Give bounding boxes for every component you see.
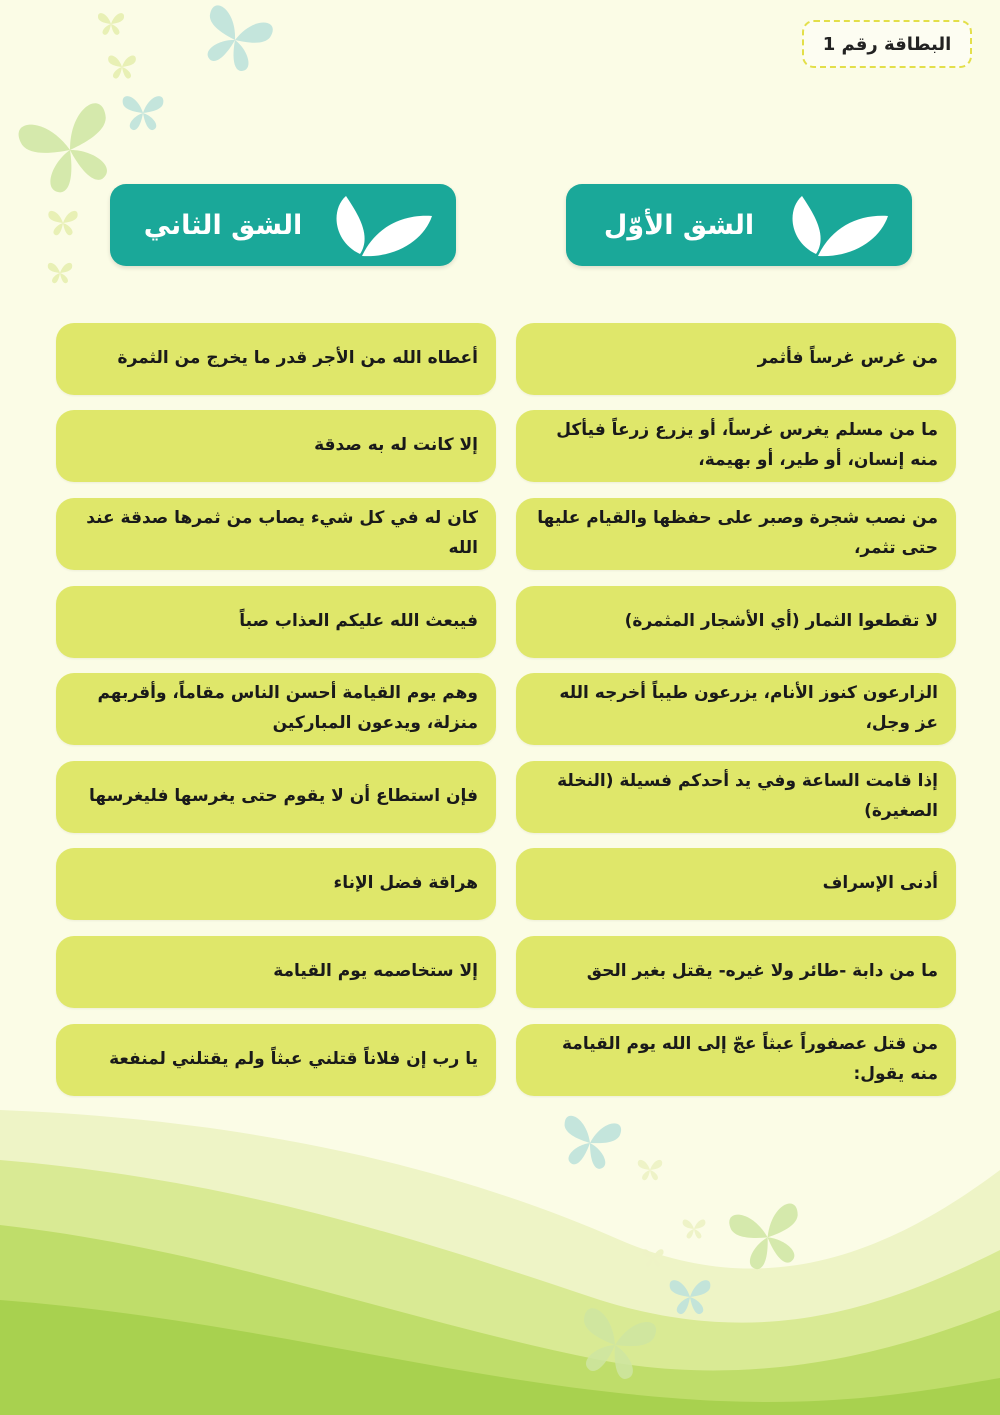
cell-text: فيبعث الله عليكم العذاب صباً bbox=[239, 611, 478, 632]
first-part-cell bbox=[516, 586, 956, 658]
cell-text: إلا ستخاصمه يوم القيامة bbox=[273, 961, 478, 982]
card-number-label: البطاقة رقم 1 bbox=[802, 20, 972, 68]
cell-text: إذا قامت الساعة وفي يد أحدكم فسيلة (النخلة الصغيرة) bbox=[557, 771, 938, 821]
butterfly-icon bbox=[98, 13, 124, 35]
first-part-header bbox=[566, 184, 912, 266]
cell-text: كان له في كل شيء يصاب من ثمرها صدقة عند الله bbox=[86, 508, 478, 558]
cell-text: أدنى الإسراف bbox=[822, 873, 938, 894]
first-part-cell bbox=[516, 498, 956, 570]
cell-text: ما من مسلم يغرس غرساً، أو يزرع زرعاً فيأكل منه إنسان، أو طير، أو بهيمة، bbox=[556, 420, 938, 470]
cell-text: من نصب شجرة وصبر على حفظها والقيام عليها حتى تثمر، bbox=[537, 508, 938, 558]
butterfly-icon bbox=[195, 3, 275, 76]
cell-text: فإن استطاع أن لا يقوم حتى يغرسها فليغرسها bbox=[89, 786, 478, 807]
cell-text: أعطاه الله من الأجر قدر ما يخرج من الثمرة bbox=[117, 348, 478, 369]
second-part-cell bbox=[56, 673, 496, 745]
first-part-cell bbox=[516, 936, 956, 1008]
first-part-cell bbox=[516, 1024, 956, 1096]
first-part-cell bbox=[516, 323, 956, 395]
second-part-cell bbox=[56, 1024, 496, 1096]
first-part-cell bbox=[516, 848, 956, 920]
leaf-icon bbox=[788, 192, 898, 260]
cell-text: من قتل عصفوراً عبثاً عجّ إلى الله يوم القيامة منه يقول: bbox=[561, 1034, 938, 1084]
butterfly-icon bbox=[683, 1220, 706, 1239]
first-part-cell bbox=[516, 761, 956, 833]
butterfly-icon bbox=[728, 1202, 808, 1273]
second-part-cell bbox=[56, 498, 496, 570]
cell-text: لا تقطعوا الثمار (أي الأشجار المثمرة) bbox=[624, 611, 938, 632]
butterfly-icon bbox=[108, 55, 136, 78]
second-part-title: الشق الثاني bbox=[143, 209, 303, 241]
cell-text: يا رب إن فلاناً قتلني عبثاً ولم يقتلني لمنفعة bbox=[109, 1049, 478, 1070]
butterfly-icon bbox=[558, 1115, 622, 1172]
butterfly-icon bbox=[123, 96, 164, 130]
cell-text: من غرس غرساً فأثمر bbox=[757, 348, 938, 369]
second-part-cell bbox=[56, 410, 496, 482]
first-part-title: الشق الأوّل bbox=[603, 209, 755, 241]
cell-text: هراقة فضل الإناء bbox=[333, 873, 478, 894]
first-part-cell bbox=[516, 673, 956, 745]
cell-text: الزارعون كنوز الأنام، يزرعون طيباً أخرجه الله عز وجل، bbox=[559, 683, 938, 733]
cell-text: وهم يوم القيامة أحسن الناس مقاماً، وأقربهم منزلة، ويدعون المباركين bbox=[97, 683, 478, 733]
second-part-header bbox=[110, 184, 456, 266]
leaf-icon bbox=[332, 192, 442, 260]
second-part-cell bbox=[56, 848, 496, 920]
second-part-cell bbox=[56, 936, 496, 1008]
butterfly-icon bbox=[48, 263, 72, 283]
second-part-cell bbox=[56, 761, 496, 833]
first-part-cell bbox=[516, 410, 956, 482]
cell-text: إلا كانت له به صدقة bbox=[314, 435, 478, 456]
cell-text: ما من دابة -طائر ولا غيره- يقتل بغير الحق bbox=[586, 961, 938, 982]
second-part-cell bbox=[56, 586, 496, 658]
butterfly-icon bbox=[638, 1160, 662, 1180]
second-part-cell bbox=[56, 323, 496, 395]
butterfly-icon bbox=[16, 101, 124, 200]
butterfly-icon bbox=[48, 211, 77, 235]
